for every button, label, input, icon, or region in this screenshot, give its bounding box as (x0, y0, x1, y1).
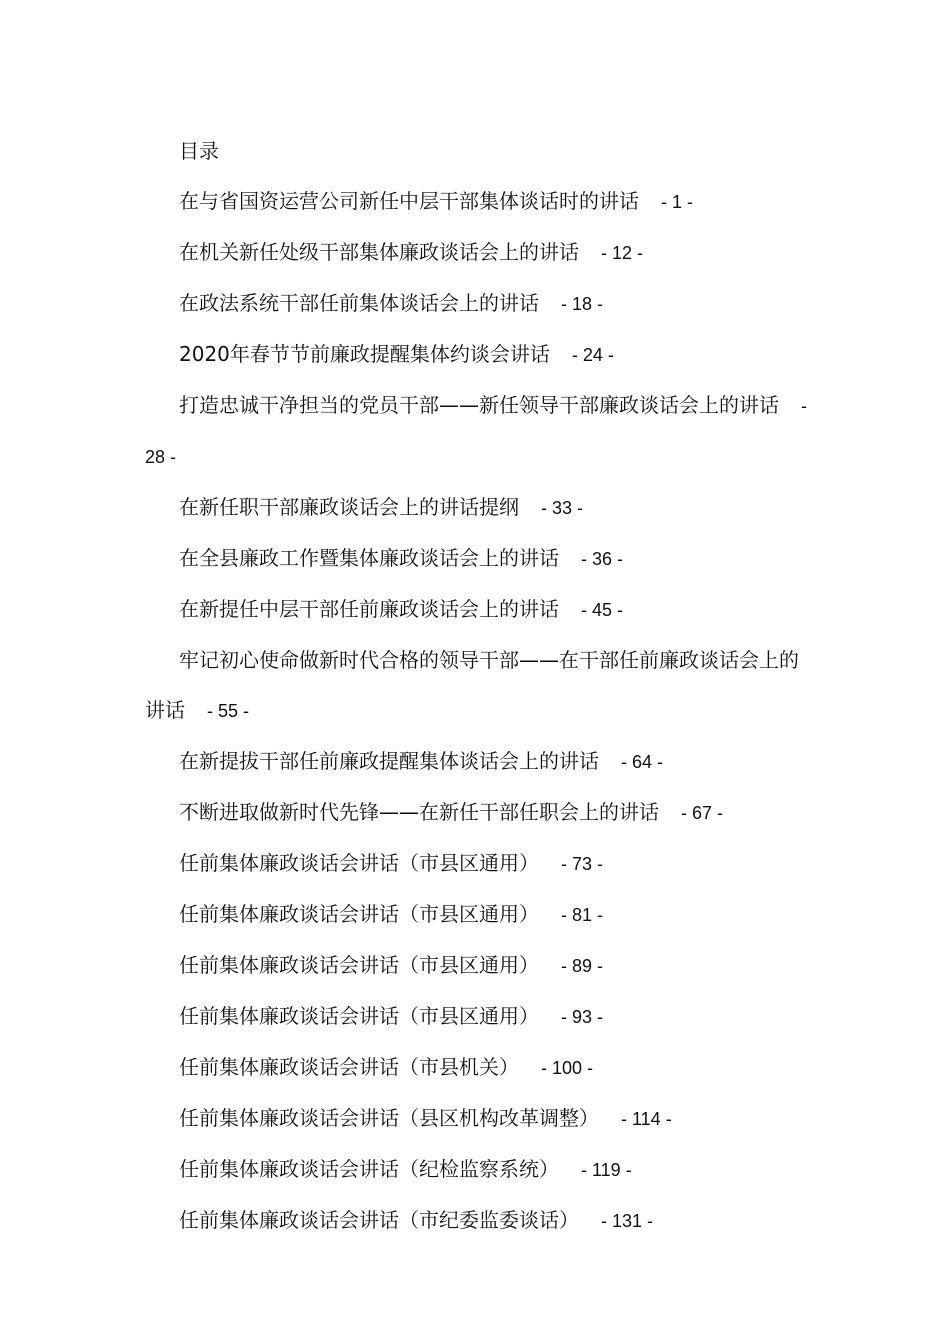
toc-entry[interactable] (145, 1093, 815, 1144)
toc-entry[interactable] (145, 533, 815, 584)
toc-entry-title: 在政法系统干部任前集体谈话会上的讲话 (179, 291, 539, 315)
toc-entry[interactable] (145, 176, 815, 227)
toc-entry-title: 任前集体廉政谈话会讲话（县区机构改革调整） (179, 1106, 599, 1130)
toc-entry-page-number: - 93 - (561, 1007, 604, 1027)
toc-entry[interactable] (145, 940, 815, 991)
toc-entry-title: 在机关新任处级干部集体廉政谈话会上的讲话 (179, 240, 579, 264)
toc-entry-title: 任前集体廉政谈话会讲话（市县区通用） (179, 1004, 539, 1028)
toc-entry-title: 打造忠诚干净担当的党员干部——新任领导干部廉政谈话会上的讲话 (179, 393, 779, 417)
toc-entry-title: 在全县廉政工作暨集体廉政谈话会上的讲话 (179, 546, 559, 570)
toc-entry-page-number: - 33 - (541, 498, 584, 518)
toc-entry-page-number: - 55 - (207, 701, 250, 721)
toc-entry-page-number: - 28 - (145, 396, 807, 467)
toc-entry[interactable] (145, 278, 815, 329)
toc-entry[interactable] (145, 227, 815, 278)
toc-entry[interactable] (145, 1144, 815, 1195)
toc-entry-page-number: - 114 - (621, 1109, 672, 1129)
toc-list (145, 176, 815, 1246)
toc-entry-page-number: - 73 - (561, 854, 604, 874)
toc-entry-page-number: - 81 - (561, 905, 604, 925)
toc-entry-title: 任前集体廉政谈话会讲话（市县区通用） (179, 902, 539, 926)
toc-entry-page-number: - 45 - (581, 600, 624, 620)
toc-entry-page-number: - 64 - (621, 752, 664, 772)
toc-title: 目录 (179, 139, 219, 163)
toc-entry[interactable] (145, 838, 815, 889)
toc-entry-title: 任前集体廉政谈话会讲话（市纪委监委谈话） (179, 1208, 579, 1232)
toc-entry-title: 在新提拔干部任前廉政提醒集体谈话会上的讲话 (179, 749, 599, 773)
table-of-contents (145, 126, 815, 1246)
toc-entry-title: 任前集体廉政谈话会讲话（市县区通用） (179, 851, 539, 875)
toc-entry-page-number: - 24 - (571, 345, 614, 365)
toc-entry-page-number: - 100 - (541, 1058, 594, 1078)
toc-entry-title: 在新提任中层干部任前廉政谈话会上的讲话 (179, 597, 559, 621)
toc-entry-title: 任前集体廉政谈话会讲话（市县机关） (179, 1055, 519, 1079)
toc-entry[interactable] (145, 736, 815, 787)
toc-entry[interactable] (145, 1195, 815, 1246)
toc-entry[interactable] (145, 329, 815, 380)
toc-entry-title: 任前集体廉政谈话会讲话（市县区通用） (179, 953, 539, 977)
toc-entry-title: 任前集体廉政谈话会讲话（纪检监察系统） (179, 1157, 559, 1181)
toc-entry-title: 不断进取做新时代先锋——在新任干部任职会上的讲话 (179, 800, 659, 824)
toc-entry[interactable] (145, 1042, 815, 1093)
toc-entry[interactable] (145, 380, 815, 482)
toc-entry[interactable] (145, 991, 815, 1042)
toc-entry-page-number: - 1 - (661, 192, 694, 212)
toc-entry[interactable] (145, 584, 815, 635)
toc-entry-page-number: - 12 - (601, 243, 644, 263)
toc-entry-title: 在新任职干部廉政谈话会上的讲话提纲 (179, 495, 519, 519)
toc-entry[interactable] (145, 482, 815, 533)
toc-entry-title: 在与省国资运营公司新任中层干部集体谈话时的讲话 (179, 189, 639, 213)
toc-entry-page-number: - 67 - (681, 803, 724, 823)
toc-entry[interactable] (145, 635, 815, 736)
toc-entry-page-number: - 36 - (581, 549, 624, 569)
toc-entry-title: 2020年春节节前廉政提醒集体约谈会讲话 (179, 342, 550, 366)
toc-entry-page-number: - 89 - (561, 956, 604, 976)
toc-entry-page-number: - 18 - (561, 294, 604, 314)
toc-entry-page-number: - 119 - (581, 1160, 632, 1180)
toc-entry-page-number: - 131 - (601, 1211, 654, 1231)
toc-entry-title: 牢记初心使命做新时代合格的领导干部——在干部任前廉政谈话会上的讲话 (145, 648, 799, 722)
toc-entry[interactable] (145, 889, 815, 940)
toc-entry[interactable] (145, 787, 815, 838)
